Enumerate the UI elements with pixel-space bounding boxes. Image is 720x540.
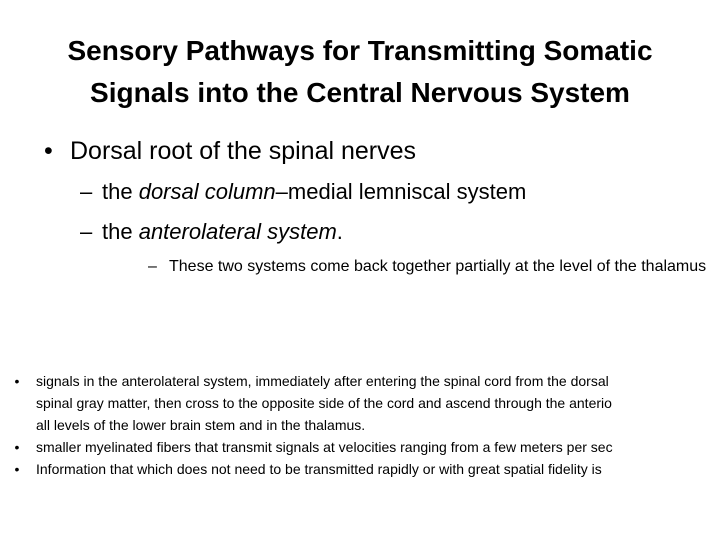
bullet-marker: •	[44, 137, 53, 165]
bullet-marker: •	[14, 461, 20, 477]
bottom-bullet-line: Information that which does not need to be transmitted rapidly or with great spatial fidelity is	[36, 461, 602, 477]
title-line-2: Signals into the Central Nervous System	[90, 77, 630, 108]
bullet-marker: •	[14, 439, 20, 455]
bottom-bullet-line: signals in the anterolateral system, immediately after entering the spinal cord from the dorsal	[36, 373, 609, 389]
bottom-bullet-item	[10, 370, 720, 436]
bottom-bullet-line: smaller myelinated fibers that transmit signals at velocities ranging from a few meters per sec	[36, 439, 613, 455]
sub-item-prefix: the	[102, 219, 139, 244]
bottom-bullet-list	[10, 370, 720, 480]
sub-item-suffix: –medial lemniscal system	[275, 179, 527, 204]
sub-sub-item-thalamus	[148, 255, 708, 278]
bottom-bullet-line: all levels of the lower brain stem and in the thalamus.	[36, 417, 366, 433]
sub-item-anterolateral	[80, 217, 343, 247]
slide-title	[20, 30, 700, 114]
dash-marker: –	[148, 258, 157, 275]
sub-item-suffix: .	[336, 219, 343, 244]
title-line-1: Sensory Pathways for Transmitting Somatic	[67, 35, 653, 66]
sub-item-italic: anterolateral system	[138, 219, 337, 244]
bottom-bullet-line: spinal gray matter, then cross to the opposite side of the cord and ascend through the anterio	[36, 395, 612, 411]
bottom-bullet-item	[10, 436, 720, 458]
main-bullet	[44, 134, 416, 168]
sub-item-italic: dorsal column	[138, 179, 276, 204]
dash-marker: –	[80, 179, 93, 204]
bullet-marker: •	[14, 373, 20, 389]
dash-marker: –	[80, 219, 93, 244]
sub-sub-item-text: These two systems come back together partially at the level of the thalamus	[169, 258, 707, 275]
main-bullet-text: Dorsal root of the spinal nerves	[70, 137, 417, 165]
bottom-bullet-item	[10, 458, 720, 480]
sub-item-dorsal-column	[80, 177, 526, 207]
sub-item-prefix: the	[102, 179, 139, 204]
